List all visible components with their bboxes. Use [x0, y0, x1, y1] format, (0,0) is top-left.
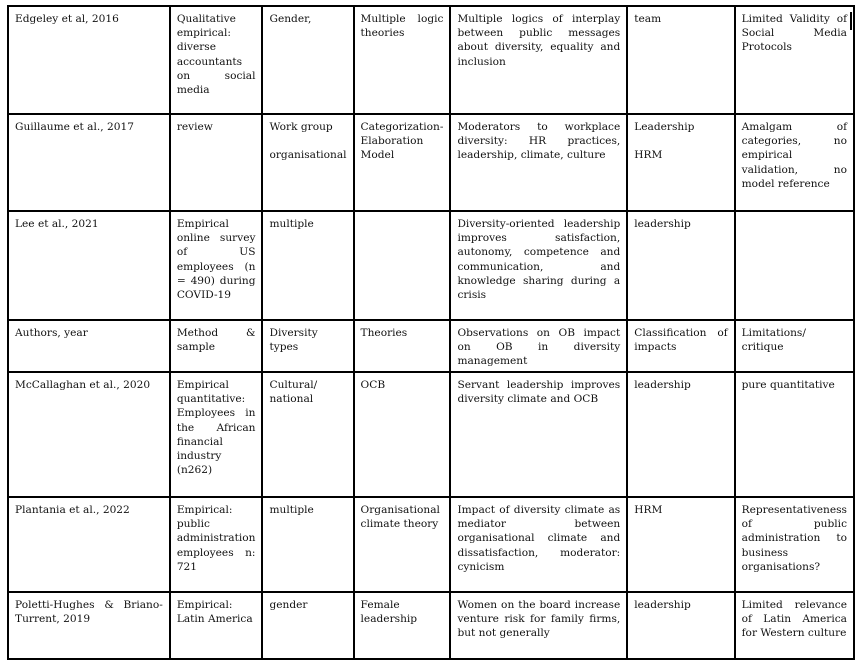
cell-observations: Servant leadership improves diversity climate and OCB: [450, 372, 627, 497]
paragraph-gap: [269, 134, 346, 148]
diversity-type-line: organisational: [269, 149, 347, 162]
cell-classification: leadership: [627, 592, 734, 659]
table-row: [8, 497, 854, 592]
table-row: [8, 372, 854, 497]
cell-diversity-types: Gender,: [262, 6, 353, 114]
cell-authors: Edgeley et al, 2016: [8, 6, 170, 114]
cell-classification: leadership: [627, 211, 734, 320]
cell-method: Empirical quantitative: Employees in the African financial industry (n262): [170, 372, 263, 497]
cell-method: Empirical: public administration employees n: 721: [170, 497, 263, 592]
cell-authors: McCallaghan et al., 2020: [8, 372, 170, 497]
header-authors: Authors, year: [8, 320, 170, 372]
cell-limitations: Representativeness of public administration to business organisations?: [735, 497, 854, 592]
cell-limitations: Limited relevance of Latin America for Western culture: [735, 592, 854, 659]
classification-line: HRM: [634, 149, 663, 162]
cell-observations: Multiple logics of interplay between public messages about diversity, equality and inclusion: [450, 6, 627, 114]
table-row: [8, 114, 854, 211]
table-row: [8, 211, 854, 320]
cell-authors: Lee et al., 2021: [8, 211, 170, 320]
cell-method: Empirical: Latin America: [170, 592, 263, 659]
cell-limitations: [735, 211, 854, 320]
text-cursor-mark: [850, 12, 852, 30]
cell-observations: Women on the board increase venture risk for family firms, but not generally: [450, 592, 627, 659]
cell-authors: Plantania et al., 2022: [8, 497, 170, 592]
header-limitations: Limitations/ critique: [735, 320, 854, 372]
cell-classification: team: [627, 6, 734, 114]
cell-diversity-types: [262, 114, 353, 211]
cell-diversity-types: multiple: [262, 211, 353, 320]
table-header-row: [8, 320, 854, 372]
cell-theories: OCB: [354, 372, 451, 497]
header-method: Method & sample: [170, 320, 263, 372]
cell-limitations: Limited Validity of Social Media Protocols: [735, 6, 854, 114]
header-theories: Theories: [354, 320, 451, 372]
cell-theories: Multiple logic theories: [354, 6, 451, 114]
cell-theories: [354, 211, 451, 320]
cell-method: review: [170, 114, 263, 211]
cell-authors: Poletti-Hughes & Briano-Turrent, 2019: [8, 592, 170, 659]
paragraph-gap: [634, 134, 727, 148]
cell-method: Empirical online survey of US employees (n = 490) during COVID-19: [170, 211, 263, 320]
document-page: [7, 5, 855, 660]
classification-line: Leadership: [634, 121, 695, 133]
cell-theories: Female leadership: [354, 592, 451, 659]
table-row: [8, 592, 854, 659]
cell-diversity-types: multiple: [262, 497, 353, 592]
cell-diversity-types: gender: [262, 592, 353, 659]
diversity-type-line: Work group: [269, 121, 333, 133]
cell-classification: [627, 114, 734, 211]
cell-diversity-types: Cultural/ national: [262, 372, 353, 497]
cell-theories: Organisational climate theory: [354, 497, 451, 592]
cell-observations: Impact of diversity climate as mediator between organisational climate and dissatisfaction, moderator: cynicism: [450, 497, 627, 592]
cell-limitations: Amalgam of categories, no empirical validation, no model reference: [735, 114, 854, 211]
cell-observations: Diversity-oriented leadership improves satisfaction, autonomy, competence and communication, and knowledge sharing during a crisis: [450, 211, 627, 320]
table-row: [8, 6, 854, 114]
cell-method: Qualitative empirical: diverse accountants on social media: [170, 6, 263, 114]
header-observations: Observations on OB impact on OB in diversity management: [450, 320, 627, 372]
cell-classification: leadership: [627, 372, 734, 497]
cell-authors: Guillaume et al., 2017: [8, 114, 170, 211]
cell-theories: Categorization-Elaboration Model: [354, 114, 451, 211]
header-diversity-types: Diversity types: [262, 320, 353, 372]
header-classification: Classification of impacts: [627, 320, 734, 372]
literature-review-table: [7, 5, 855, 660]
cell-classification: HRM: [627, 497, 734, 592]
cell-observations: Moderators to workplace diversity: HR practices, leadership, climate, culture: [450, 114, 627, 211]
cell-limitations: pure quantitative: [735, 372, 854, 497]
